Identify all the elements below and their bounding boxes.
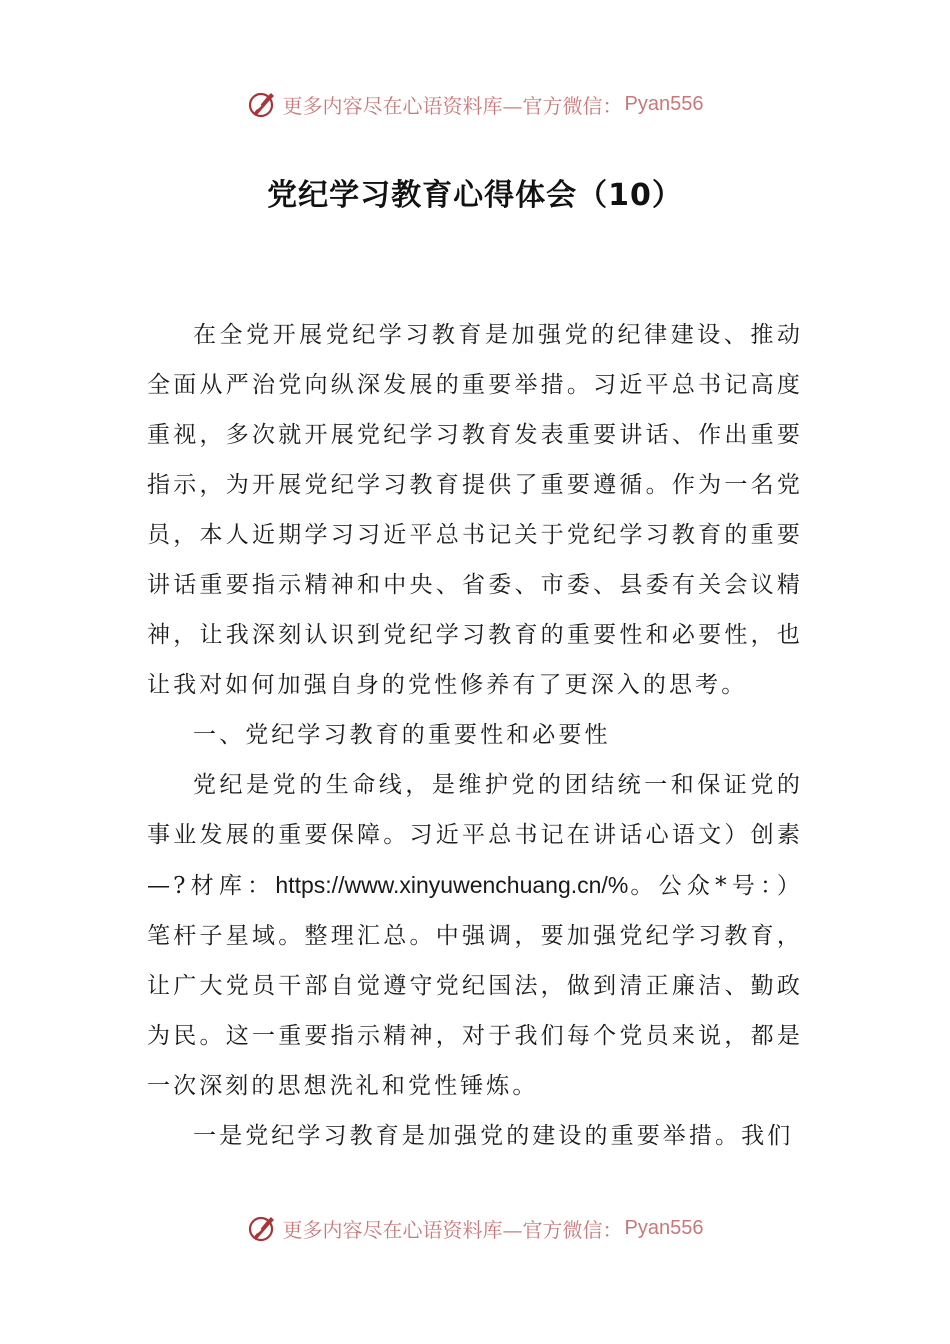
page-title: 党纪学习教育心得体会（10） [267,178,683,213]
paragraph-text-part-2: 。公众*号：）笔杆子星域。整理汇总。中强调，要加强党纪学习教育，让广大党员干部自觉遵守党纪国法，做到清正廉洁、勤政为民。这一重要指示精神，对于我们每个党员来说，都是一次深刻的思想洗礼和党性锤炼。 [147,873,803,1099]
paragraph-text-part-1: 党纪是党的生命线，是维护党的团结统一和保证党的事业发展的重要保障。习近平总书记在讲话心语文）创素—?材库： [147,772,803,899]
source-url: https://www.xinyuwenchuang.cn/% [275,872,629,898]
footer-wechat-id: Pyan556 [624,1216,704,1239]
document-body [147,310,803,1161]
paragraph-intro: 在全党开展党纪学习教育是加强党的纪律建设、推动全面从严治党向纵深发展的重要举措。习近平总书记高度重视，多次就开展党纪学习教育发表重要讲话、作出重要指示，为开展党纪学习教育提供了重要遵循。作为一名党员，本人近期学习习近平总书记关于党纪学习教育的重要讲话重要指示精神和中央、省委、市委、县委有关会议精神，让我深刻认识到党纪学习教育的重要性和必要性，也让我对如何加强自身的党性修养有了更深入的思考。 [147,322,803,698]
paragraph-point-one: 一是党纪学习教育是加强党的建设的重要举措。我们 [193,1123,794,1149]
paragraph-party-discipline [147,760,803,1111]
section-heading: 一、党纪学习教育的重要性和必要性 [193,722,611,748]
header-banner [0,84,950,124]
footer-banner-text: 更多内容尽在心语资料库—官方微信： [282,1217,623,1242]
pen-nib-circle-icon [247,88,279,120]
footer-banner [0,1208,950,1248]
header-banner-text: 更多内容尽在心语资料库—官方微信： [282,93,623,118]
pen-nib-circle-icon [247,1212,279,1244]
header-wechat-id: Pyan556 [624,92,704,115]
